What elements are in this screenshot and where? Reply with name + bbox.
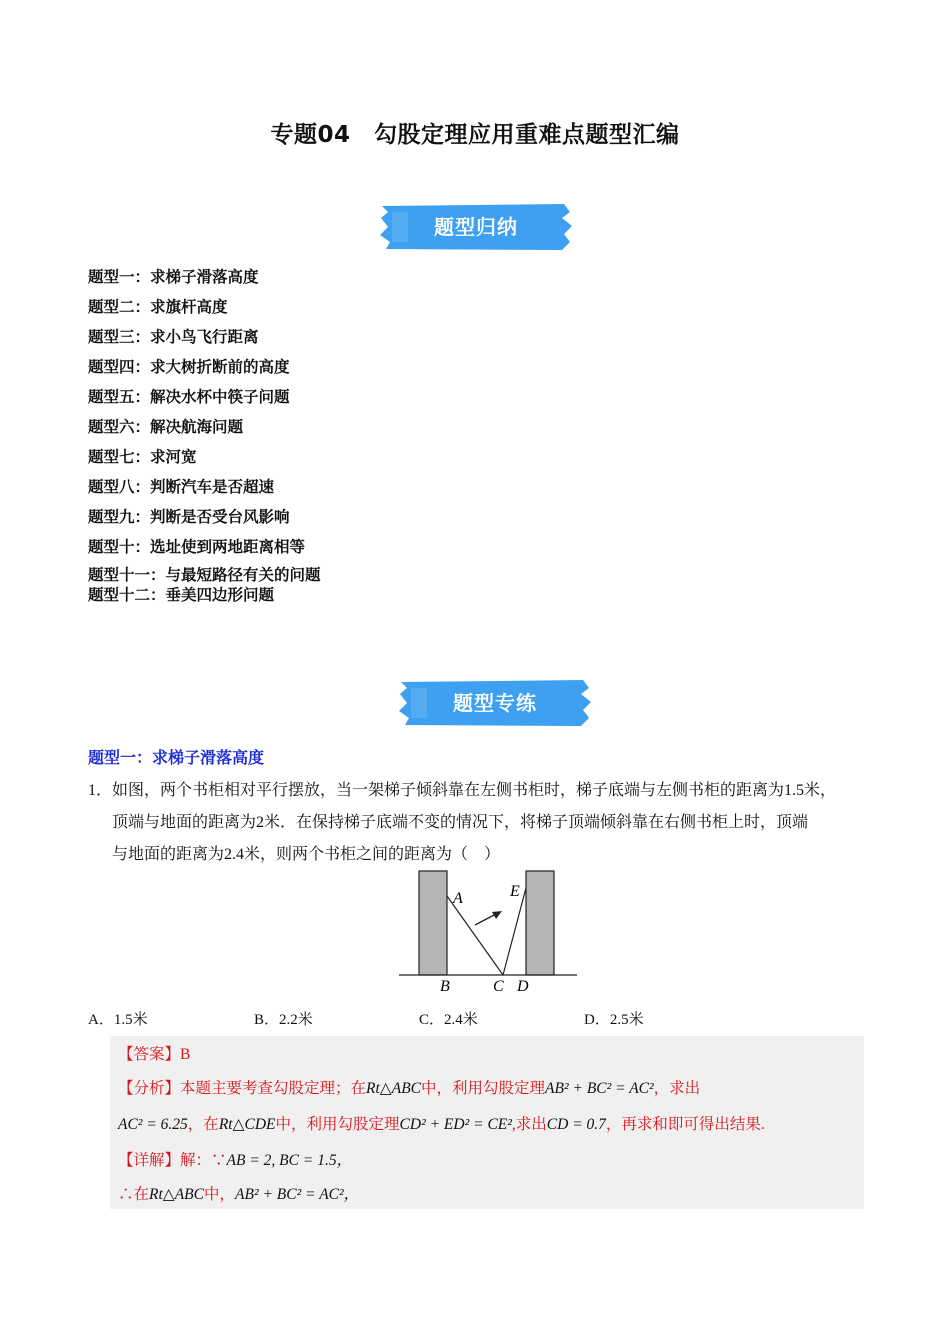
question-line: 如图，两个书柜相对平行摆放，当一架梯子倾斜靠在左侧书柜时，梯子底端与左侧书柜的距离为1.5米， bbox=[112, 782, 837, 799]
label-b: B bbox=[440, 978, 450, 995]
toc-item: 题型六：解决航海问题 bbox=[88, 418, 244, 436]
question-text bbox=[112, 775, 872, 871]
option-c[interactable]: C．2.4米 bbox=[419, 1012, 478, 1028]
math-pythagoras-abc: AB² + BC² = AC² bbox=[545, 1080, 654, 1097]
section-banner-practice bbox=[397, 678, 593, 728]
solution-box bbox=[110, 1036, 864, 1209]
analysis-line-2: AC² = 6.25，在Rt△CDE中，利用勾股定理CD² + ED² = CE²,求出CD = 0.7，再求和即可得出结果. bbox=[118, 1116, 765, 1133]
label-e: E bbox=[510, 883, 520, 900]
toc-item: 题型三：求小鸟飞行距离 bbox=[88, 328, 259, 346]
math-pythagoras-abc: AB² + BC² = AC²， bbox=[235, 1186, 360, 1203]
section-heading: 题型一：求梯子滑落高度 bbox=[88, 748, 265, 767]
arrow-line bbox=[475, 914, 496, 925]
label-a: A bbox=[453, 890, 463, 907]
detail-line-2: ∴在Rt△ABC中，AB² + BC² = AC²， bbox=[118, 1186, 360, 1203]
answer-line: 【答案】B bbox=[118, 1046, 191, 1063]
math-rt-abc: Rt△ABC bbox=[149, 1186, 204, 1203]
left-bookcase bbox=[419, 871, 447, 975]
toc-item: 题型四：求大树折断前的高度 bbox=[88, 358, 290, 376]
banner-label: 题型专练 bbox=[453, 691, 537, 715]
analysis-line-1: 【分析】本题主要考查勾股定理；在Rt△ABC中，利用勾股定理AB² + BC² = AC²，求出 bbox=[118, 1080, 701, 1097]
question-number: 1． bbox=[88, 782, 113, 799]
toc-item: 题型二：求旗杆高度 bbox=[88, 298, 228, 316]
math-pythagoras-cde: CD² + ED² = CE² bbox=[399, 1116, 512, 1133]
ladder-figure bbox=[395, 866, 581, 1000]
math-cd-value: CD = 0.7 bbox=[546, 1116, 606, 1133]
math-rt-cde: Rt△CDE bbox=[218, 1116, 276, 1133]
toc-item: 题型一：求梯子滑落高度 bbox=[88, 268, 259, 286]
toc-item: 题型十二：垂美四边形问题 bbox=[88, 586, 275, 604]
toc-item: 题型七：求河宽 bbox=[88, 448, 197, 466]
toc-item: 题型九：判断是否受台风影响 bbox=[88, 508, 290, 526]
math-ac-squared: AC² = 6.25 bbox=[118, 1116, 188, 1133]
toc-item: 题型十：选址使到两地距离相等 bbox=[88, 538, 306, 556]
math-given: AB = 2, BC = 1.5， bbox=[226, 1152, 353, 1169]
bookcase-diagram bbox=[395, 866, 581, 996]
option-d[interactable]: D．2.5米 bbox=[584, 1012, 644, 1028]
section-banner-summary bbox=[378, 202, 574, 252]
toc-item: 题型五：解决水杯中筷子问题 bbox=[88, 388, 290, 406]
banner-label: 题型归纳 bbox=[434, 215, 518, 239]
option-b[interactable]: B．2.2米 bbox=[254, 1012, 313, 1028]
ladder-right bbox=[503, 888, 526, 975]
page-title: 专题04 勾股定理应用重难点题型汇编 bbox=[270, 122, 680, 148]
ladder-left bbox=[447, 896, 503, 975]
right-bookcase bbox=[526, 871, 554, 975]
math-rt-abc: Rt△ABC bbox=[366, 1080, 422, 1097]
toc-item: 题型十一：与最短路径有关的问题 bbox=[88, 566, 321, 584]
question-line: 与地面的距离为2.4米，则两个书柜之间的距离为（ ） bbox=[112, 846, 501, 863]
label-d: D bbox=[517, 978, 529, 995]
toc-item: 题型八：判断汽车是否超速 bbox=[88, 478, 275, 496]
option-a[interactable]: A．1.5米 bbox=[88, 1012, 148, 1028]
question-line: 顶端与地面的距离为2米．在保持梯子底端不变的情况下，将梯子顶端倾斜靠在右侧书柜上时，顶端 bbox=[112, 814, 809, 831]
label-c: C bbox=[493, 978, 504, 995]
detail-line-1: 【详解】解：∵AB = 2, BC = 1.5， bbox=[118, 1152, 353, 1169]
toc-list bbox=[88, 265, 321, 605]
